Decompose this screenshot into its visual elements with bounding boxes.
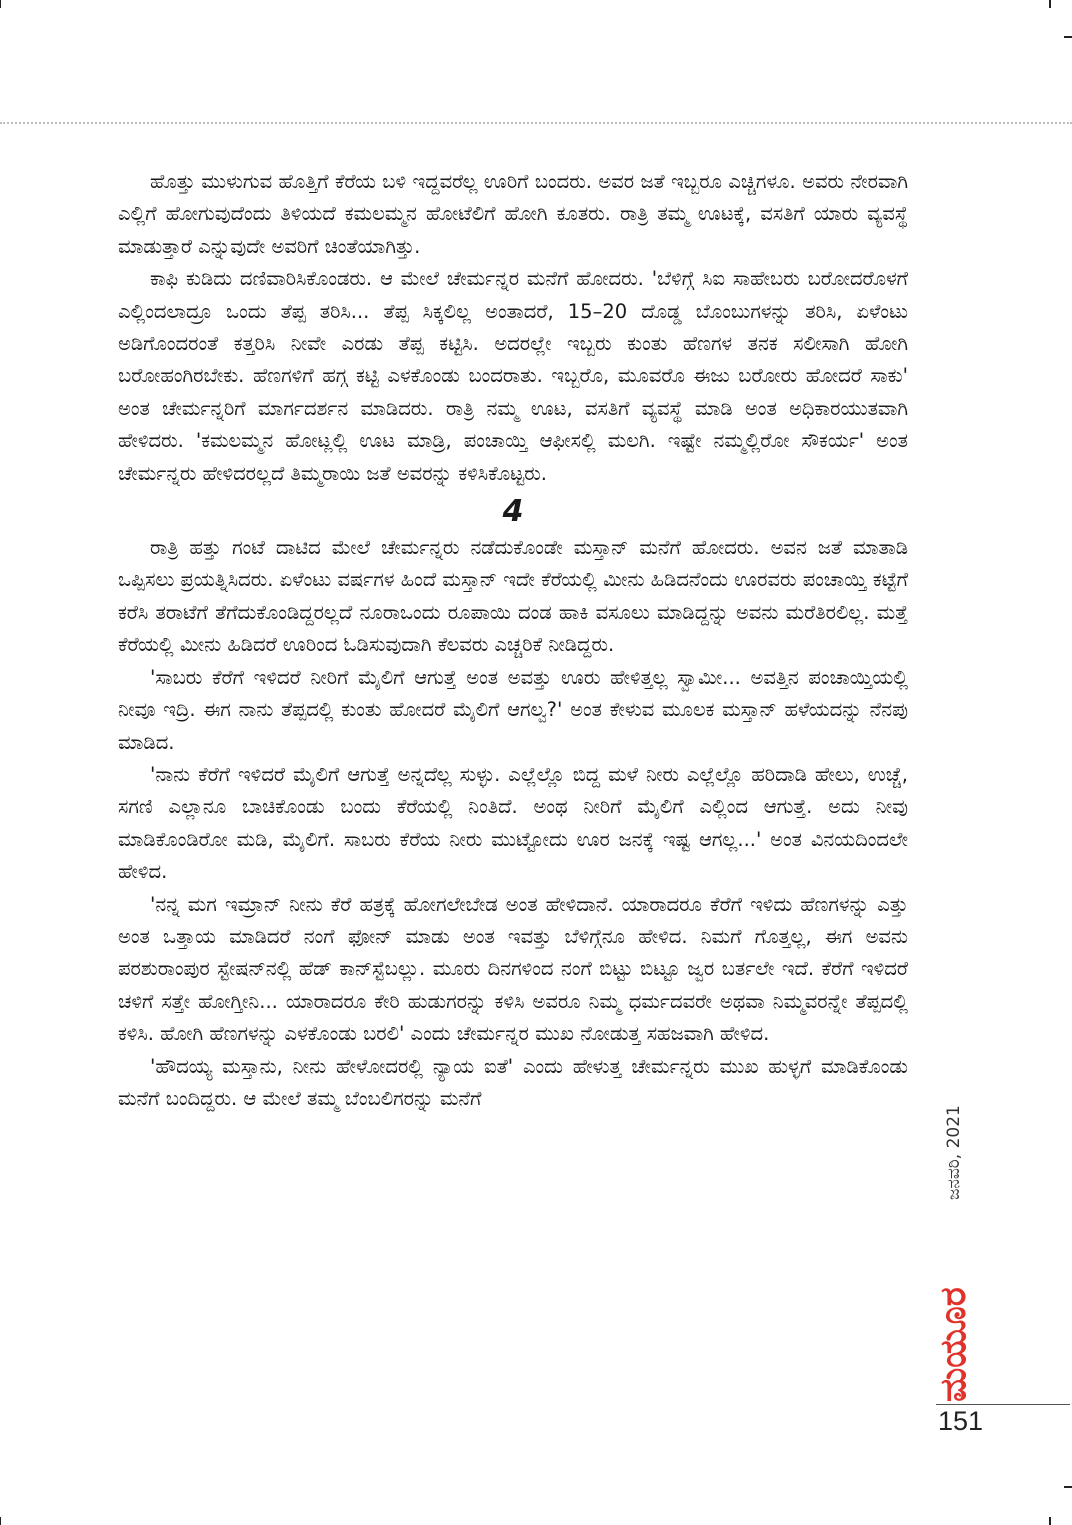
magazine-logo [933,1222,974,1402]
issue-date-text: ಜನವರಿ, 2021 [944,1105,964,1200]
magazine-logo-text: ಮಯೂರ [933,1287,974,1402]
header-dotted-rule [0,122,1072,124]
paragraph: ಹೊತ್ತು ಮುಳುಗುವ ಹೊತ್ತಿಗೆ ಕೆರೆಯ ಬಳಿ ಇದ್ದವರೆಲ್ಲ ಊರಿಗೆ ಬಂದರು. ಅವರ ಜತೆ ಇಬ್ಬರೂ ಎಚ್ಚಿಗಳೂ. ಅವರು ನೇರವಾಗಿ ಎಲ್ಲಿಗೆ ಹೋಗುವುದೆಂದು ತಿಳಿಯದೆ ಕಮಲಮ್ಮನ ಹೋಟೆಲಿಗೆ ಹೋಗಿ ಕೂತರು. ರಾತ್ರಿ ತಮ್ಮ ಊಟಕ್ಕೆ, ವಸತಿಗೆ ಯಾರು ವ್ಯವಸ್ಥೆ ಮಾಡುತ್ತಾರೆ ಎನ್ನುವುದೇ ಅವರಿಗೆ ಚಿಂತೆಯಾಗಿತ್ತು. [118,170,908,258]
paragraph: 'ಹೌದಯ್ಯ ಮಸ್ತಾನು, ನೀನು ಹೇಳೋದರಲ್ಲಿ ನ್ಯಾಯ ಐತೆ' ಎಂದು ಹೇಳುತ್ತ ಚೇರ್ಮನ್ನರು ಮುಖ ಹುಳ್ಳಗೆ ಮಾಡಿಕೊಂಡು ಮನೆಗೆ ಬಂದಿದ್ದರು. ಆ ಮೇಲೆ ತಮ್ಮ ಬೆಂಬಲಿಗರನ್ನು ಮನೆಗೆ [118,1054,908,1110]
paragraph: 'ನನ್ನ ಮಗ ಇಮ್ರಾನ್ ನೀನು ಕೆರೆ ಹತ್ರಕ್ಕೆ ಹೋಗಲೇಬೇಡ ಅಂತ ಹೇಳಿದಾನೆ. ಯಾರಾದರೂ ಕೆರೆಗೆ ಇಳಿದು ಹೆಣಗಳನ್ನು ಎತ್ತು ಅಂತ ಒತ್ತಾಯ ಮಾಡಿದರೆ ನಂಗೆ ಫೋನ್ ಮಾಡು ಅಂತ ಇವತ್ತು ಬೆಳಿಗ್ಗೆನೂ ಹೇಳಿದ. ನಿಮಗೆ ಗೊತ್ತಲ್ಲ, ಈಗ ಅವನು ಪರಶುರಾಂಪುರ ಸ್ಟೇಷನ್‌ನಲ್ಲಿ ಹೆಡ್ ಕಾನ್‌ಸ್ಟೆಬಲ್ಲು. ಮೂರು ದಿನಗಳಿಂದ ನಂಗೆ ಬಿಟ್ಟು ಬಿಟ್ಟೂ ಜ್ವರ ಬರ್ತಲೇ ಇದೆ. ಕೆರೆಗೆ ಇಳಿದರೆ ಚಳಿಗೆ ಸತ್ತೇ ಹೋಗ್ತೀನಿ... ಯಾರಾದರೂ ಕೇರಿ ಹುಡುಗರನ್ನು ಕಳಿಸಿ ಅವರೂ ನಿಮ್ಮ ಧರ್ಮದವರೇ ಅಥವಾ ನಿಮ್ಮವರನ್ನೇ ತೆಪ್ಪದಲ್ಲಿ ಕಳಿಸಿ. ಹೋಗಿ ಹೆಣಗಳನ್ನು ಎಳಕೊಂಡು ಬರಲಿ' ಎಂದು ಚೇರ್ಮನ್ನರ ಮುಖ ನೋಡುತ್ತ ಸಹಜವಾಗಿ ಹೇಳಿದ. [118,892,908,1046]
crop-mark-right-top [1064,36,1072,38]
page-number-rule [936,1404,1070,1405]
paragraph: ಕಾಫಿ ಕುಡಿದು ದಣಿವಾರಿಸಿಕೊಂಡರು. ಆ ಮೇಲೆ ಚೇರ್ಮನ್ನರ ಮನೆಗೆ ಹೋದರು. 'ಬೆಳಿಗ್ಗೆ ಸಿಐ ಸಾಹೇಬರು ಬರೋದರೊಳಗೆ ಎಲ್ಲಿಂದಲಾದ್ರೂ ಒಂದು ತೆಪ್ಪ ತರಿಸಿ... ತೆಪ್ಪ ಸಿಕ್ಕಲಿಲ್ಲ ಅಂತಾದರೆ, 15–20 ದೊಡ್ಡ ಬೊಂಬುಗಳನ್ನು ತರಿಸಿ, ಏಳೆಂಟು ಅಡಿಗೊಂದರಂತೆ ಕತ್ತರಿಸಿ ನೀವೇ ಎರಡು ತೆಪ್ಪ ಕಟ್ಟಿಸಿ. ಅದರಲ್ಲೇ ಇಬ್ಬರು ಕುಂತು ಹೆಣಗಳ ತನಕ ಸಲೀಸಾಗಿ ಹೋಗಿ ಬರೋಹಂಗಿರಬೇಕು. ಹೆಣಗಳಿಗೆ ಹಗ್ಗ ಕಟ್ಟಿ ಎಳಕೊಂಡು ಬಂದರಾತು. ಇಬ್ಬರೊ, ಮೂವರೊ ಈಜು ಬರೋರು ಹೋದರೆ ಸಾಕು' ಅಂತ ಚೇರ್ಮನ್ನರಿಗೆ ಮಾರ್ಗದರ್ಶನ ಮಾಡಿದರು. ರಾತ್ರಿ ನಮ್ಮ ಊಟ, ವಸತಿಗೆ ವ್ಯವಸ್ಥೆ ಮಾಡಿ ಅಂತ ಅಧಿಕಾರಯುತವಾಗಿ ಹೇಳಿದರು. 'ಕಮಲಮ್ಮನ ಹೋಟ್ಲಲ್ಲಿ ಊಟ ಮಾಡ್ರಿ, ಪಂಚಾಯ್ತಿ ಆಫೀಸಲ್ಲಿ ಮಲಗಿ. ಇಷ್ಟೇ ನಮ್ಮಲ್ಲಿರೋ ಸೌಕರ್ಯ' ಅಂತ ಚೇರ್ಮನ್ನರು ಹೇಳಿದರಲ್ಲದೆ ತಿಮ್ಮರಾಯಿ ಜತೆ ಅವರನ್ನು ಕಳಿಸಿಕೊಟ್ಟರು. [118,267,908,485]
crop-mark-bottom-right [1049,1517,1051,1525]
crop-mark-bottom-left [0,1517,1,1525]
page-number: 151 [938,1406,984,1436]
crop-mark-right-bottom [1064,1486,1072,1488]
article-body [118,166,908,1115]
crop-mark-top-left [0,0,1,8]
paragraph: 'ನಾನು ಕೆರೆಗೆ ಇಳಿದರೆ ಮೈಲಿಗೆ ಆಗುತ್ತೆ ಅನ್ನದೆಲ್ಲ ಸುಳ್ಳು. ಎಲ್ಲೆಲ್ಲೊ ಬಿದ್ದ ಮಳೆ ನೀರು ಎಲ್ಲೆಲ್ಲೊ ಹರಿದಾಡಿ ಹೇಲು, ಉಚ್ಚೆ, ಸಗಣಿ ಎಲ್ಲಾನೂ ಬಾಚಿಕೊಂಡು ಬಂದು ಕೆರೆಯಲ್ಲಿ ನಿಂತಿದೆ. ಅಂಥ ನೀರಿಗೆ ಮೈಲಿಗೆ ಎಲ್ಲಿಂದ ಆಗುತ್ತೆ. ಅದು ನೀವು ಮಾಡಿಕೊಂಡಿರೋ ಮಡಿ, ಮೈಲಿಗೆ. ಸಾಬರು ಕೆರೆಯ ನೀರು ಮುಟ್ಟೋದು ಊರ ಜನಕ್ಕೆ ಇಷ್ಟ ಆಗಲ್ಲ...' ಅಂತ ವಿನಯದಿಂದಲೇ ಹೇಳಿದ. [118,762,908,884]
chapter-number: 4 [502,494,524,530]
crop-mark-top-right [1049,0,1051,8]
paragraph: 'ಸಾಬರು ಕೆರೆಗೆ ಇಳಿದರೆ ನೀರಿಗೆ ಮೈಲಿಗೆ ಆಗುತ್ತೆ ಅಂತ ಅವತ್ತು ಊರು ಹೇಳಿತ್ತಲ್ಲ ಸ್ವಾಮೀ... ಅವತ್ತಿನ ಪಂಚಾಯ್ತಿಯಲ್ಲಿ ನೀವೂ ಇದ್ರಿ. ಈಗ ನಾನು ತೆಪ್ಪದಲ್ಲಿ ಕುಂತು ಹೋದರೆ ಮೈಲಿಗೆ ಆಗಲ್ವ?' ಅಂತ ಕೇಳುವ ಮೂಲಕ ಮಸ್ತಾನ್ ಹಳೆಯದನ್ನು ನೆನಪು ಮಾಡಿದ. [118,665,908,754]
paragraph: ರಾತ್ರಿ ಹತ್ತು ಗಂಟೆ ದಾಟಿದ ಮೇಲೆ ಚೇರ್ಮನ್ನರು ನಡೆದುಕೊಂಡೇ ಮಸ್ತಾನ್ ಮನೆಗೆ ಹೋದರು. ಅವನ ಜತೆ ಮಾತಾಡಿ ಒಪ್ಪಿಸಲು ಪ್ರಯತ್ನಿಸಿದರು. ಏಳೆಂಟು ವರ್ಷಗಳ ಹಿಂದೆ ಮಸ್ತಾನ್ ಇದೇ ಕೆರೆಯಲ್ಲಿ ಮೀನು ಹಿಡಿದನೆಂದು ಊರವರು ಪಂಚಾಯ್ತಿ ಕಟ್ಟೆಗೆ ಕರೆಸಿ ತರಾಟೆಗೆ ತೆಗೆದುಕೊಂಡಿದ್ದರಲ್ಲದೆ ನೂರಾಒಂದು ರೂಪಾಯಿ ದಂಡ ಹಾಕಿ ವಸೂಲು ಮಾಡಿದ್ದನ್ನು ಅವನು ಮರೆತಿರಲಿಲ್ಲ. ಮತ್ತೆ ಕೆರೆಯಲ್ಲಿ ಮೀನು ಹಿಡಿದರೆ ಊರಿಂದ ಓಡಿಸುವುದಾಗಿ ಕೆಲವರು ಎಚ್ಚರಿಕೆ ನೀಡಿದ್ದರು. [118,536,908,657]
